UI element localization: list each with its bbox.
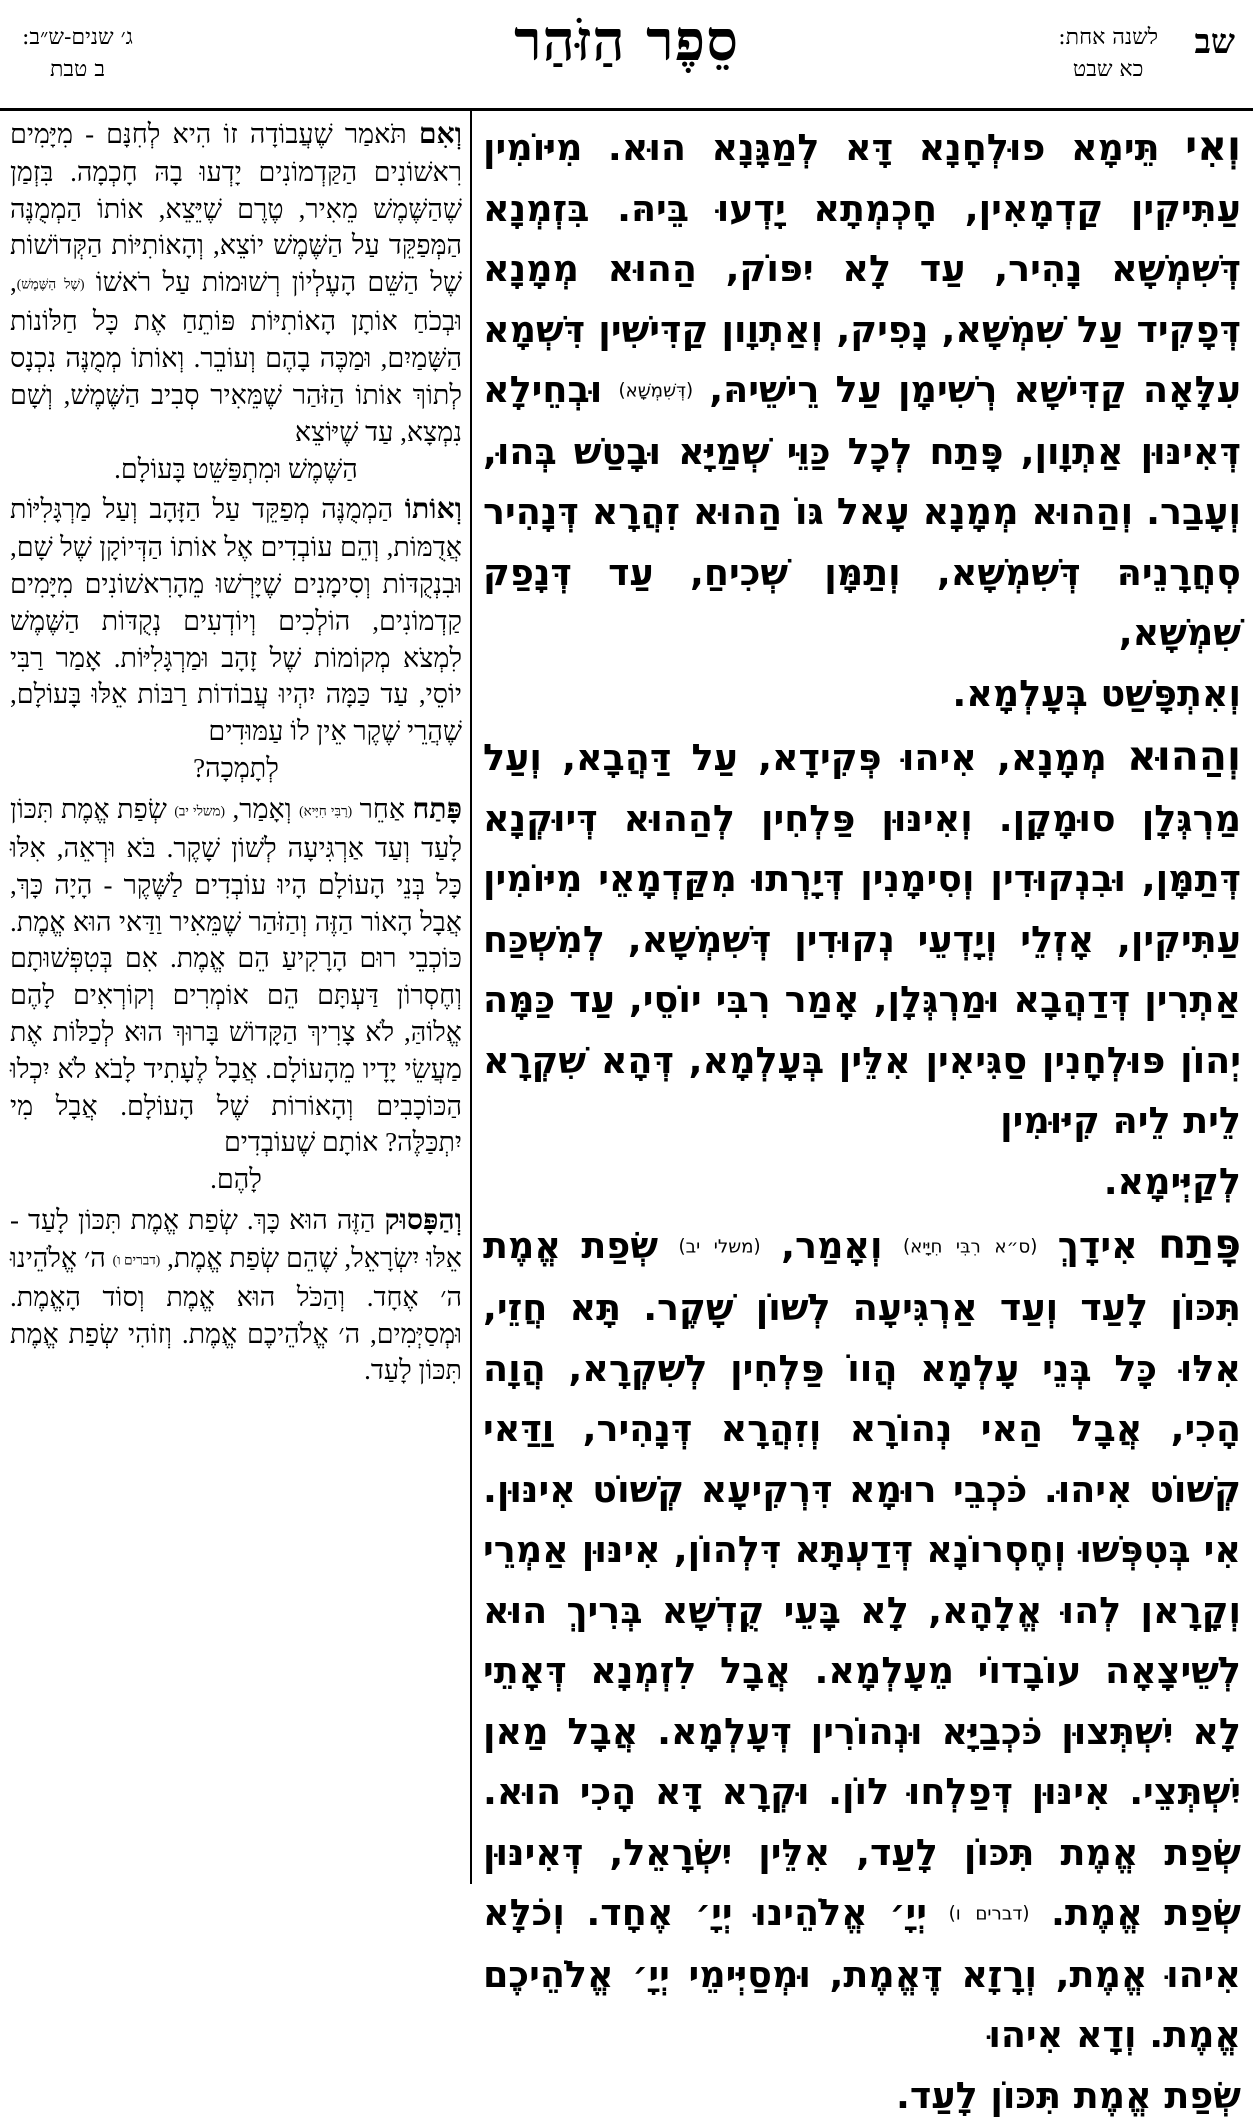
paragraph-text: וּבְחֵילָא דְּאִינּוּן אַתְוָון, פָּתַח לְכָל כַּוֵּי שְׁמַיָּא וּבָטַשׁ בְּהוּ, וְעָבַר. וְהַהוּא מְמָנָא עָאל גּוֹ הַהוּא זִהֲרָא דְּנָהִיר סְחֲרָנֵיהּ דְּשִׁמְשָׁא, וְתַמָּן שְׁכִיחַ, עַד דְּנָפַק שִׁמְשָׁא, <box>483 368 1241 655</box>
paragraph-text: אִידָךְ <box>1037 1224 1159 1268</box>
inline-note: (רַבִּי חִיָּיא) <box>299 803 353 819</box>
book-title: סֵפֶר הַזֹּהַר <box>514 8 739 74</box>
paragraph-lead-word: פָּתַח <box>1158 1220 1242 1269</box>
verse-reference: (דברים ו) <box>112 1252 161 1268</box>
paragraph-text: , וּבְכֹחַ אוֹתָן הָאוֹתִיּוֹת פּוֹתֵחַ אֶת כָּל חַלּוֹנוֹת הַשָּׁמַיִם, וּמַכֶּה בָהֶם וְעוֹבֵר. וְאוֹתוֹ מְמֻנֶּה נִכְנָס לְתוֹךְ אוֹתוֹ הַזֹּהַר שֶׁמֵּאִיר סְבִיב הַשֶּׁמֶשׁ, וְשָׁם נִמְצָא, עַד שֶׁיּוֹצֵא <box>10 267 462 447</box>
paragraph-text: הַמְמֻנֶּה מְפַקֵּד עַל הַזָּהָב וְעַל מַרְגָּלִיּוֹת אֲדֻמּוֹת, וְהֵם עוֹבְדִים אֶל אוֹתוֹ הַדְּיוֹקָן שֶׁל שָׁם, וּבִנְקֻדּוֹת וְסִימָנִים שֶׁיָּרְשׁוּ מֵהָרִאשׁוֹנִים מִיָּמִים קַדְמוֹנִים, הוֹלְכִים וְיוֹדְעִים נְקֻדּוֹת הַשֶּׁמֶשׁ לִמְצֹא מְקוֹמוֹת שֶׁל זָהָב וּמַרְגָּלִיּוֹת. אָמַר רַבִּי יוֹסֵי, עַד כַּמָּה יִהְיוּ עֲבוֹדוֹת רַבּוֹת אֵלּוּ בָּעוֹלָם, שֶׁהֲרֵי שֶׁקֶר אֵין לוֹ עַמּוּדִים <box>10 494 462 747</box>
page-number: שב <box>1194 22 1235 62</box>
paragraph-text: יְיָ׳ אֱלֹהֵינוּ יְיָ׳ אֶחָד. וְכֹלָּא אִיהוּ אֱמֶת, וְרָזָא דֶּאֱמֶת, וּמְסַיְּימֵי יְיָ׳ אֱלֹהֵיכֶם אֱמֶת. וְדָא אִיהוּ <box>483 1891 1241 2057</box>
paragraph-closing-line: לָהֶם. <box>210 1164 262 1195</box>
paragraph-lead-word: פָּתַח <box>412 793 463 825</box>
paragraph-text: הַזֶּה הוּא כָּךְ. שְׂפַת אֱמֶת תִּכּוֹן לָעַד - אֵלּוּ יִשְׂרָאֵל, שֶׁהֵם שְׂפַת אֱמֶת, <box>10 1204 462 1273</box>
paragraph-text: שְׂפַת אֱמֶת תִּכּוֹן לָעַד וְעַד אַרְגִּיעָה לְשׁוֹן שָׁקֶר. תָּא חֲזֵי, אִלּוּ כָּל בְּנֵי עָלְמָא הֲווֹ פַּלְחִין לְשִׁקְרָא, הֲוָה הָכִי, אֲבָל הַאי נְהוֹרָא וְזִהֲרָא דְּנָהִיר, וַדַּאי קְשׁוֹט אִיהוּ. כֹּכְבֵי רוּמָא דִּרְקִיעָא קְשׁוֹט אִינּוּן. אִי בְּטִפְּשׁוּ וְחֶסְרוֹנָא דְּדַעְתָּא דִּלְהוֹן, אִינּוּן אַמְרֵי וְקָרָאן לְהוּ אֱלָהָא, לָא בָּעֵי קֻדְשָׁא בְּרִיךְ הוּא לְשֵׁיצָאָה עוֹבָדוֹי מֵעָלְמָא. אֲבָל לִזְמְנָא דְּאָתֵי לָא יִשְׁתְּצוּן כֹּכְבַיָּא וּנְהוֹרִין דְּעָלְמָא. אֲבָל מַאן יִשְׁתְּצֵי. אִינּוּן דְּפַלְחוּ לוֹן. וּקְרָא דָּא הָכִי הוּא. שְׂפַת אֱמֶת תִּכּוֹן לָעַד, אִלֵּין יִשְׂרָאֵל, דְּאִינּוּן שְׂפַת אֱמֶת. <box>483 1224 1241 1934</box>
schedule-left-line2: ב טבת <box>50 57 105 82</box>
paragraph-text: אַחֵר <box>352 793 413 824</box>
aramaic-paragraph-2 <box>483 726 1241 1212</box>
hebrew-paragraph-1 <box>10 116 462 487</box>
hebrew-paragraph-3 <box>10 791 462 1198</box>
hebrew-paragraph-2 <box>10 491 462 786</box>
daily-schedule-left <box>22 22 133 86</box>
paragraph-lead-word: וְאוֹתוֹ <box>404 494 462 526</box>
verse-reference: (דברים ו) <box>948 1903 1030 1925</box>
schedule-right-line2: כא שבט <box>1072 57 1144 82</box>
paragraph-closing-line: לְקַיְּימָא. <box>1103 1159 1241 1203</box>
paragraph-lead-word: וְהַפָּסוּק <box>384 1204 462 1236</box>
paragraph-text: שְׂפַת אֱמֶת תִּכּוֹן לָעַד וְעַד אַרְגִּיעָה לְשׁוֹן שָׁקֶר. בֹּא וּרְאֵה, אִלּוּ כָּל בְּנֵי הָעוֹלָם הָיוּ עוֹבְדִים לַשֶּׁקֶר - הָיָה כָּךְ, אֲבָל הָאוֹר הַזֶּה וְהַזֹּהַר שֶׁמֵּאִיר וַדַּאי הוּא אֱמֶת. כּוֹכְבֵי רוּם הָרָקִיעַ הֵם אֱמֶת. אִם בְּטִפְּשׁוּתָם וְחֶסְרוֹן דַּעְתָּם הֵם אוֹמְרִים וְקוֹרְאִים לָהֶם אֱלוֹהַּ, לֹא צָרִיךְ הַקָּדוֹשׁ בָּרוּךְ הוּא לְכַלּוֹת אֶת מַעֲשֵׂי יָדָיו מֵהָעוֹלָם. אֲבָל לֶעָתִיד לָבֹא לֹא יִכְלוּ הַכּוֹכָבִים וְהָאוֹרוֹת שֶׁל הָעוֹלָם. אֲבָל מִי יִתְכַּלֶּה? אוֹתָם שֶׁעוֹבְדִים <box>10 793 462 1158</box>
inline-note: (דְּשִׁמְשָׁא) <box>618 380 694 402</box>
paragraph-lead-word: וְהַהוּא <box>1127 732 1241 781</box>
schedule-right-line1: לשנה אחת: <box>1058 25 1158 50</box>
aramaic-column <box>483 116 1242 2117</box>
paragraph-lead-word: וְאִם <box>418 119 462 150</box>
hebrew-paragraph-4 <box>10 1202 462 1389</box>
verse-reference: (משלי יב) <box>174 803 225 819</box>
column-divider <box>470 108 472 1884</box>
paragraph-text: תֹּאמַר שֶׁעֲבוֹדָה זוֹ הִיא לְחִנָּם - מִיָּמִים רִאשׁוֹנִים הַקַּדְמוֹנִים יָדְעוּ בָהּ חָכְמָה. בִּזְמַן שֶׁהַשֶּׁמֶשׁ מֵאִיר, טֶרֶם שֶׁיֵּצֵא, אוֹתוֹ הַמְמֻנֶּה הַמְּפַקֵּד עַל הַשֶּׁמֶשׁ יוֹצֵא, וְהָאוֹתִיּוֹת הַקְּדוֹשׁוֹת שֶׁל הַשֵּׁם הָעֶלְיוֹן רְשׁוּמוֹת עַל רֹאשׁוֹ <box>10 119 462 298</box>
aramaic-paragraph-3 <box>483 1214 1241 2126</box>
paragraph-closing-line: וְאִתְפָּשַׁט בְּעָלְמָא. <box>952 671 1241 715</box>
inline-note: (ס״א רִבִּי חִיָּיא) <box>902 1236 1038 1258</box>
header-rule <box>0 108 1253 111</box>
paragraph-text: וְאָמַר, <box>760 1224 903 1268</box>
inline-note: (שֶׁל הַשֶּׁמֶשׁ) <box>16 276 85 292</box>
schedule-left-line1: ג׳ שנים-ש״ב: <box>22 25 133 50</box>
paragraph-text: ה׳ אֱלֹהֵינוּ ה׳ אֶחָד. וְהַכֹּל הוּא אֱמֶת וְסוֹד הָאֱמֶת. וּמְסַיְּמִים, ה׳ אֱלֹהֵיכֶם אֱמֶת. וְזוֹהִי שְׂפַת אֱמֶת תִּכּוֹן לָעַד. <box>10 1242 462 1386</box>
page-header <box>0 0 1253 110</box>
paragraph-closing-line: שְׂפַת אֱמֶת תִּכּוֹן לָעַד. <box>896 2073 1241 2117</box>
paragraph-closing-line: לְתָמְכָה? <box>193 752 279 783</box>
paragraph-closing-line: הַשֶּׁמֶשׁ וּמִתְפַּשֵּׁט בָּעוֹלָם. <box>114 453 358 484</box>
hebrew-translation-column <box>10 116 462 1876</box>
aramaic-paragraph-1 <box>483 116 1241 724</box>
paragraph-text: וְאָמַר, <box>224 793 300 824</box>
paragraph-text: תֵּימָא פוּלְחָנָא דָּא לְמַגָּנָא הוּא. מִיּוֹמִין עַתִּיקִין קַדְמָאִין, חָכְמְתָא יָדְעוּ בֵּיהּ. בִּזְמְנָא דְּשִׁמְשָׁא נָהִיר, עַד לָא יִפּוֹק, הַהוּא מְמָנָא דְּפָקִיד עַל שִׁמְשָׁא, נָפִיק, וְאַתְוָון קַדִּישִׁין דִּשְׁמָא עִלָּאָה קַדִּישָׁא רְשִׁימָן עַל רֵישֵׁיהּ, <box>483 126 1241 411</box>
paragraph-text: מְמָנָא, אִיהוּ פְּקִידָא, עַל דַּהֲבָא, וְעַל מַרְגְּלָן סוּמָקָן. וְאִינּוּן פַּלְחִין לְהַהוּא דְּיוּקְנָא דְּתַמָּן, וּבִנְקוּדִין וְסִימָנִין דְּיָרְתוּ מִקַּדְמָאֵי מִיּוֹמִין עַתִּיקִין, אָזְלֵי וְיָדְעֵי נְקוּדִין דְּשִׁמְשָׁא, לְמִשְׁכַּח אַתְרִין דְּדַהֲבָא וּמַרְגְּלָן, אָמַר רִבִּי יוֹסֵי, עַד כַּמָּה יְהוֹן פּוּלְחָנִין סַגִּיאִין אִלֵּין בְּעָלְמָא, דְּהָא שִׁקְרָא לֵית לֵיהּ קִיּוּמִין <box>483 736 1241 1143</box>
verse-reference: (משלי יב) <box>678 1236 761 1258</box>
paragraph-lead-word: וְאִי <box>1185 122 1241 170</box>
